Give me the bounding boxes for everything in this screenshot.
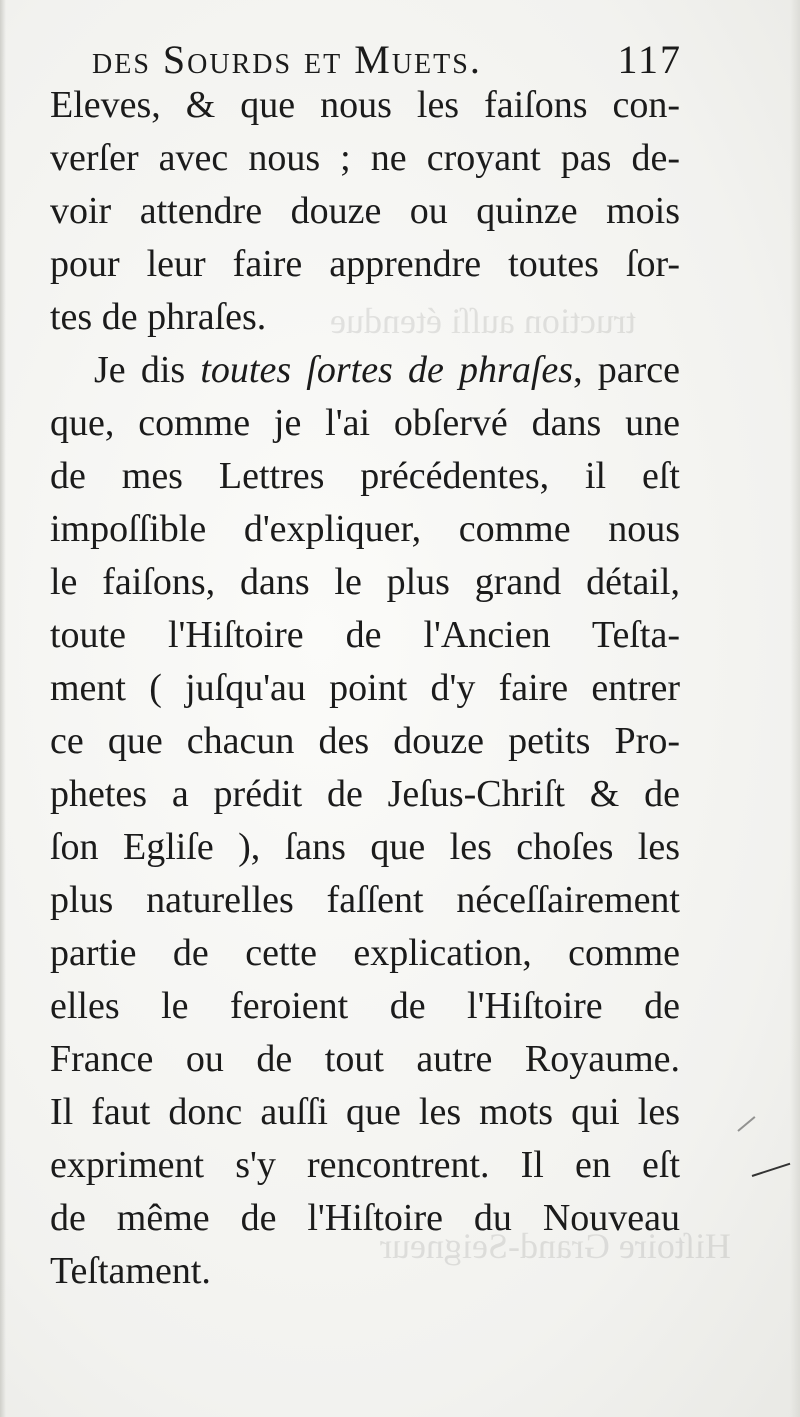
text-line: Eleves, & que nous les faiſons con-	[50, 84, 680, 126]
text-run: Je dis	[94, 349, 201, 391]
text-line: voir attendre douze ou quinze mois	[50, 190, 680, 232]
text-line: toute l'Hiſtoire de l'Ancien Teſta-	[50, 614, 680, 656]
text-line: que, comme je l'ai obſervé dans une	[50, 402, 680, 444]
page-right-edge-shadow	[790, 0, 800, 1417]
show-through-text: truction auſſi étendue	[330, 301, 636, 341]
text-line: France ou de tout autre Royaume.	[50, 1038, 680, 1080]
text-line: Il faut donc auſſi que les mots qui les	[50, 1091, 680, 1133]
text-line: phetes a prédit de Jeſus-Chriſt & de	[50, 773, 680, 815]
running-title: des Sourds et Muets.	[92, 37, 482, 82]
text-line: impoſſible d'expliquer, comme nous	[50, 508, 680, 550]
italic-phrase: toutes ſortes de phraſes	[200, 349, 574, 391]
text-line: de même de l'Hiſtoire du Nouveau	[50, 1197, 680, 1239]
text-line: verſer avec nous ; ne croyant pas de-	[50, 137, 680, 179]
text-line: tes de phraſes.	[50, 296, 267, 338]
text-line: plus naturelles faſſent néceſſairement	[50, 879, 680, 921]
text-line: elles le feroient de l'Hiſtoire de	[50, 985, 680, 1027]
text-line: ce que chacun des douze petits Pro-	[50, 720, 680, 762]
text-run: , parce	[573, 349, 680, 391]
margin-stray-mark	[752, 1163, 791, 1177]
page-left-edge-shadow	[0, 0, 6, 1417]
text-line: expriment s'y rencontrent. Il en eſt	[50, 1144, 680, 1186]
text-line: partie de cette explication, comme	[50, 932, 680, 974]
paragraph-2	[50, 344, 680, 1298]
text-line	[50, 344, 680, 397]
paragraph-1	[50, 79, 680, 344]
body-text	[50, 79, 680, 1298]
text-line: pour leur faire apprendre toutes ſor-	[50, 243, 680, 285]
text-line: de mes Lettres précédentes, il eſt	[50, 455, 680, 497]
text-line: ment ( juſqu'au point d'y faire entrer	[50, 667, 680, 709]
margin-stray-mark	[737, 1116, 755, 1132]
page-number: 117	[617, 37, 682, 82]
text-line: le faiſons, dans le plus grand détail,	[50, 561, 680, 603]
show-through-text: Hiſtoire Grand-Seigneur	[380, 1226, 731, 1266]
text-line: ſon Egliſe ), ſans que les choſes les	[50, 826, 680, 868]
text-line: Teſtament.	[50, 1250, 211, 1292]
